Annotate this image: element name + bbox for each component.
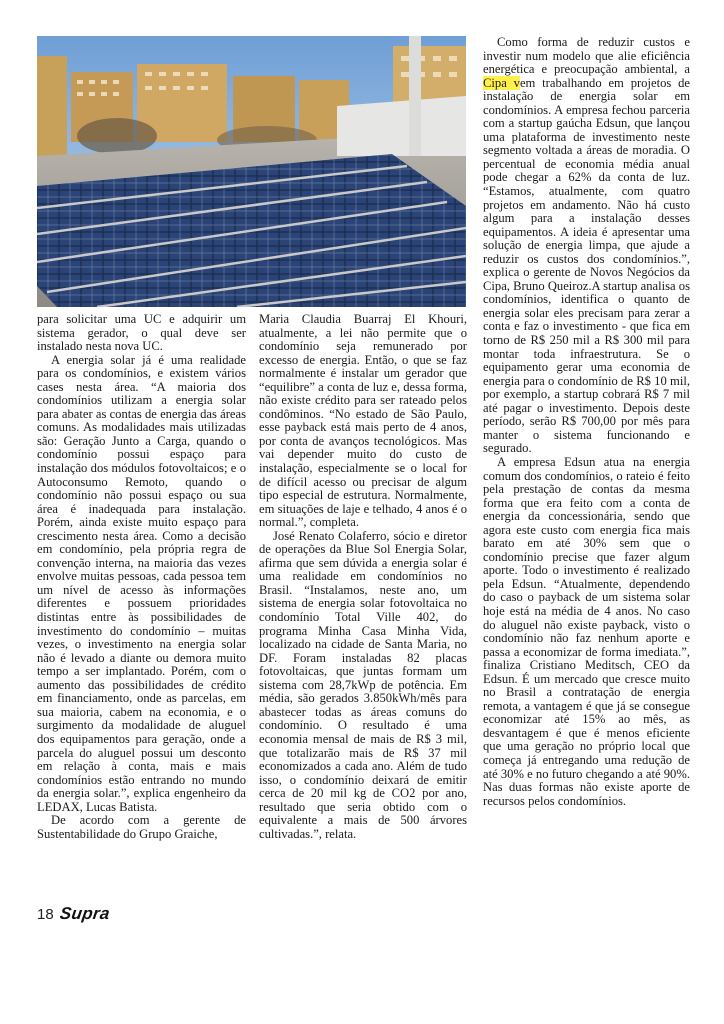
magazine-logo: Supra [58, 904, 111, 923]
paragraph: Maria Claudia Buarraj El Khouri, atualmente, a lei não permite que o condomínio seja remunerado por excesso de energia. Então, o que se faz normalmente é instalar um gerador que “equilibre” a conta de luz e, dessa forma, não existe crédito para ser rateado pelos condôminos. “No estado de São Paulo, esse payback está mais perto de 4 anos, por conta de avanços tecnológicos. Mas vai depender muito do custo de instalação, especialmente se o local for de difícil acesso ou precisar de algum tipo especial de estrutura. Normalmente, em situações de laje e telhado, 4 anos é o normal.”, completa. [259, 312, 467, 530]
paragraph: A empresa Edsun atua na energia comum dos condomínios, o rateio é feito pela prestação de contas da mesma forma que era feito com a conta de energia da concessionária, sendo que agora este custo com energia fica mais barato em até 30% sem que o condomínio precise que fazer algum aporte. Todo o investimento é realizado pela Edsun. “Atualmente, dependendo do caso o payback de um sistema solar hoje está na média de 4 anos. No caso do aluguel não existe payback, visto o condomínio não faz nenhum aporte e passa a economizar de forma imediata.”, finaliza Cristiano Meditsch, CEO da Edsun. É um mercado que cresce muito no Brasil a contratação de energia remota, a vantagem é que já se consegue economizar até 15% ao mês, as desvantagem é que é menos eficiente que uma geração no próprio local que começa já entregando uma redução de até 30% e no futuro chegando a até 90%. Nas duas formas não existe aporte de recursos pelos condomínios. [483, 454, 690, 808]
page-footer [37, 903, 109, 925]
article-column-3 [483, 36, 690, 808]
page-number: 18 [37, 905, 54, 923]
paragraph: para solicitar uma UC e adquirir um sistema gerador, o qual deve ser instalado nesta nova UC. [37, 312, 246, 354]
paragraph [483, 36, 690, 456]
article-column-1 [37, 313, 246, 841]
text-run: Como forma de reduzir custos e investir num modelo que alie eficiência energética e preocupação ambiental, a [483, 35, 690, 77]
paragraph: De acordo com a gerente de Sustentabilidade do Grupo Graiche, [37, 813, 246, 841]
text-run: em trabalhando em projetos de instalação de energia solar em condomínios. A empresa fechou parceria com a startup gaúcha Edsun, que lançou uma plataforma de investimento neste segmento voltada a áreas de moradia. O percentual de economia média anual pode chegar a 62% da conta de luz. “Estamos, atualmente, com quatro projetos em andamento. Não há custo algum para a instalação desses equipamentos. A ideia é apresentar uma solução de energia limpa, que ajude a reduzir os custos dos condomínios.”, explica o gerente de Novos Negócios da Cipa, Bruno Queiroz.A startup analisa os condomínios, identifica o quanto de energia solar eles precisam para zerar a conta e faz o investimento - que fica em torno de R$ 250 mil a R$ 300 mil para montar toda infraestrutura. Se o equipamento gerar uma economia de energia para o condomínio de R$ 10 mil, por exemplo, a startup cobrará R$ 7 mil até pagar o investimento. Depois deste período, serão R$ 700,00 por mês para manter o sistema funcionando e segurado. [483, 75, 690, 456]
highlighted-text: Cipa v [483, 75, 520, 90]
paragraph: A energia solar já é uma realidade para os condomínios, e existem vários cases nesta área. “A maioria dos condomínios utilizam a energia solar para abater as contas de energia das áreas comuns. As modalidades mais utilizadas são: Geração Junto a Carga, quando o condomínio possui espaço para instalação dos módulos fotovoltaicos; e o Autoconsumo Remoto, quando o condomínio não possui espaço ou sua área é inadequada para instalação. Porém, ainda existe muito espaço para crescimento nesta área. Como a decisão em condomínio, pela própria regra de convenção interna, na maioria das vezes envolve muitas pessoas, cada pessoa tem um nível de acesso às informações diferentes e possuem prioridades distintas entre às possibilidades de investimento do condomínio – muitas vezes, o investimento na energia solar não é levado a diante ou demora muito tempo a ser implantado. Porém, com o aumento das possibilidades de crédito em financiamento, onde as parcelas, em sua maioria, cabem na economia, e o surgimento da modalidade de aluguel dos equipamentos para geração, onde a parcela do aluguel possui um desconto em relação à conta, mais e mais condomínios estão entrando no mundo da energia solar.”, explica engenheiro da LEDAX, Lucas Batista. [37, 352, 246, 814]
solar-rooftop-photo [37, 36, 466, 307]
article-column-2 [259, 313, 467, 841]
paragraph: José Renato Colaferro, sócio e diretor de operações da Blue Sol Energia Solar, afirma que sem dúvida a energia solar é uma realidade em condomínios no Brasil. “Instalamos, neste ano, um sistema de energia solar fotovoltaica no condomínio Total Ville 402, do programa Minha Casa Minha Vida, localizado na cidade de Santa Maria, no DF. Foram instaladas 82 placas fotovoltaicas, que juntas formam um sistema com 28,7kWp de potência. Em média, são gerados 3.850kWh/mês para abastecer todas as áreas comuns do condomínio. O resultado é uma economia mensal de mais de R$ 3 mil, que totalizarão mais de R$ 37 mil economizados a cada ano. Além de tudo isso, o condomínio deixará de emitir cerca de 20 mil kg de CO2 por ano, resultado que seria obtido com o equivalente a mais de 500 árvores cultivadas.”, relata. [259, 528, 467, 841]
